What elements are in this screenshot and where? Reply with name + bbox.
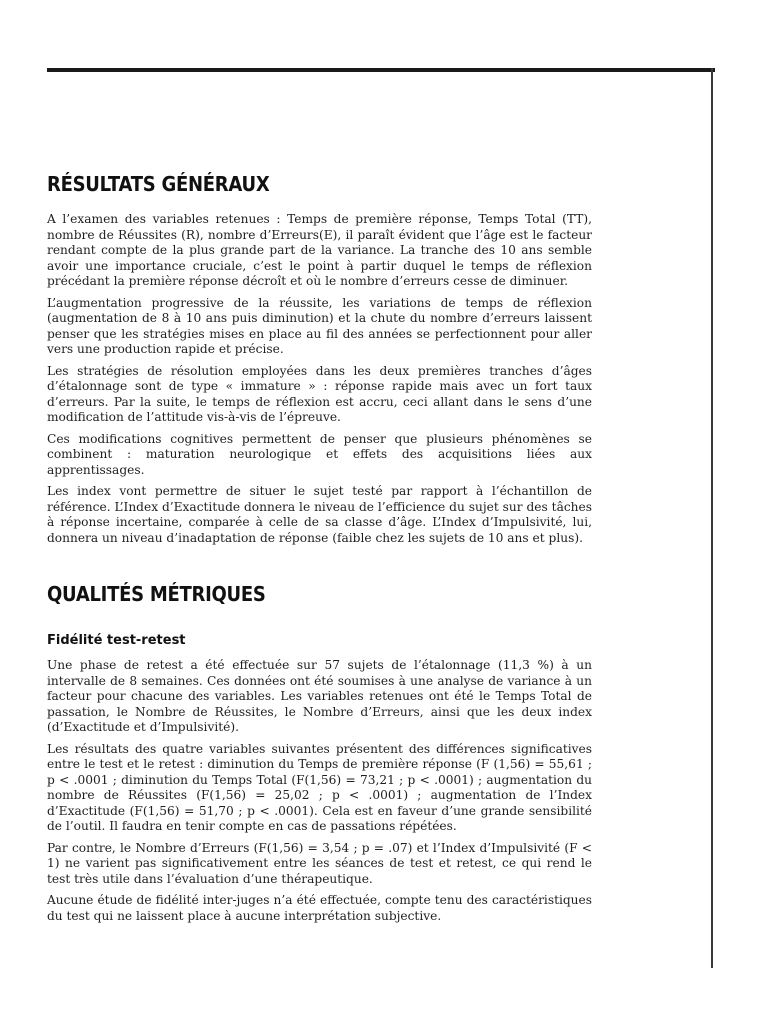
paragraph: Aucune étude de fidélité inter-juges n’a été effectuée, compte tenu des caractéristiques du test qui ne laissent place à aucune interprétation subjective. [47, 893, 592, 923]
paragraph: Par contre, le Nombre d’Erreurs (F(1,56) = 3,54 ; p = .07) et l’Index d’Impulsivité (F < 1) ne varient pas significativement entre les séances de test et retest, ce qui rend le test très utile dans l’évaluation d’une thérapeutique. [47, 840, 592, 886]
paragraph: Une phase de retest a été effectuée sur 57 sujets de l’étalonnage (11,3 %) à un intervalle de 8 semaines. Ces données ont été soumises à une analyse de variance à un facteur pour chacune des variables. Les variables retenues ont été le Temps Total de passation, le Nombre de Réussites, le Nombre d’Erreurs, ainsi que les deux index (d’Exactitude et d’Impulsivité). [47, 658, 592, 734]
paragraph: Les stratégies de résolution employées dans les deux premières tranches d’âges d’étalonnage sont de type « immature » : réponse rapide mais avec un fort taux d’erreurs. Par la suite, le temps de réflexion est accru, ceci allant dans le sens d’une modification de l’attitude vis-à-vis de l’épreuve. [47, 363, 592, 424]
paragraph: A l’examen des variables retenues : Temps de première réponse, Temps Total (TT), nombre de Réussites (R), nombre d’Erreurs(E), il paraît évident que l’âge est le facteur rendant compte de la plus grande part de la variance. La tranche des 10 ans semble avoir une importance cruciale, c’est le point à partir duquel le temps de réflexion précédant la première réponse décroît et où le nombre d’erreurs cesse de diminuer. [47, 212, 592, 288]
paragraph: L’augmentation progressive de la réussite, les variations de temps de réflexion (augmentation de 8 à 10 ans puis diminution) et la chute du nombre d’erreurs laissent penser que les stratégies mises en place au fil des années se perfectionnent pour aller vers une production rapide et précise. [47, 295, 592, 356]
section-title-qualites-metriques: QUALITÉS MÉTRIQUES [47, 582, 266, 606]
right-margin-rule [711, 68, 713, 968]
paragraph: Les index vont permettre de situer le sujet testé par rapport à l’échantillon de référence. L’Index d’Exactitude donnera le niveau de l’efficience du sujet sur des tâches à réponse incertaine, comparée à celle de sa classe d’âge. L’Index d’Impulsivité, lui, donnera un niveau d’inadaptation de réponse (faible chez les sujets de 10 ans et plus). [47, 484, 592, 545]
subsection-title-fidelite: Fidélité test-retest [47, 633, 186, 648]
top-rule [47, 68, 715, 72]
section-title-resultats-generaux: RÉSULTATS GÉNÉRAUX [47, 172, 270, 196]
page-content [47, 172, 592, 930]
paragraph: Ces modifications cognitives permettent de penser que plusieurs phénomènes se combinent : maturation neurologique et effets des acquisitions liées aux apprentissages. [47, 431, 592, 477]
paragraph: Les résultats des quatre variables suivantes présentent des différences significatives entre le test et le retest : diminution du Temps de première réponse (F (1,56) = 55,61 ; p < .0001 ; diminution du Temps Total (F(1,56) = 73,21 ; p < .0001) ; augmentation du nombre de Réussites (F(1,56) = 25,02 ; p < .0001) ; augmentation de l’Index d’Exactitude (F(1,56) = 51,70 ; p < .0001). Cela est en faveur d’une grande sensibilité de l’outil. Il faudra en tenir compte en cas de passations répétées. [47, 741, 592, 833]
